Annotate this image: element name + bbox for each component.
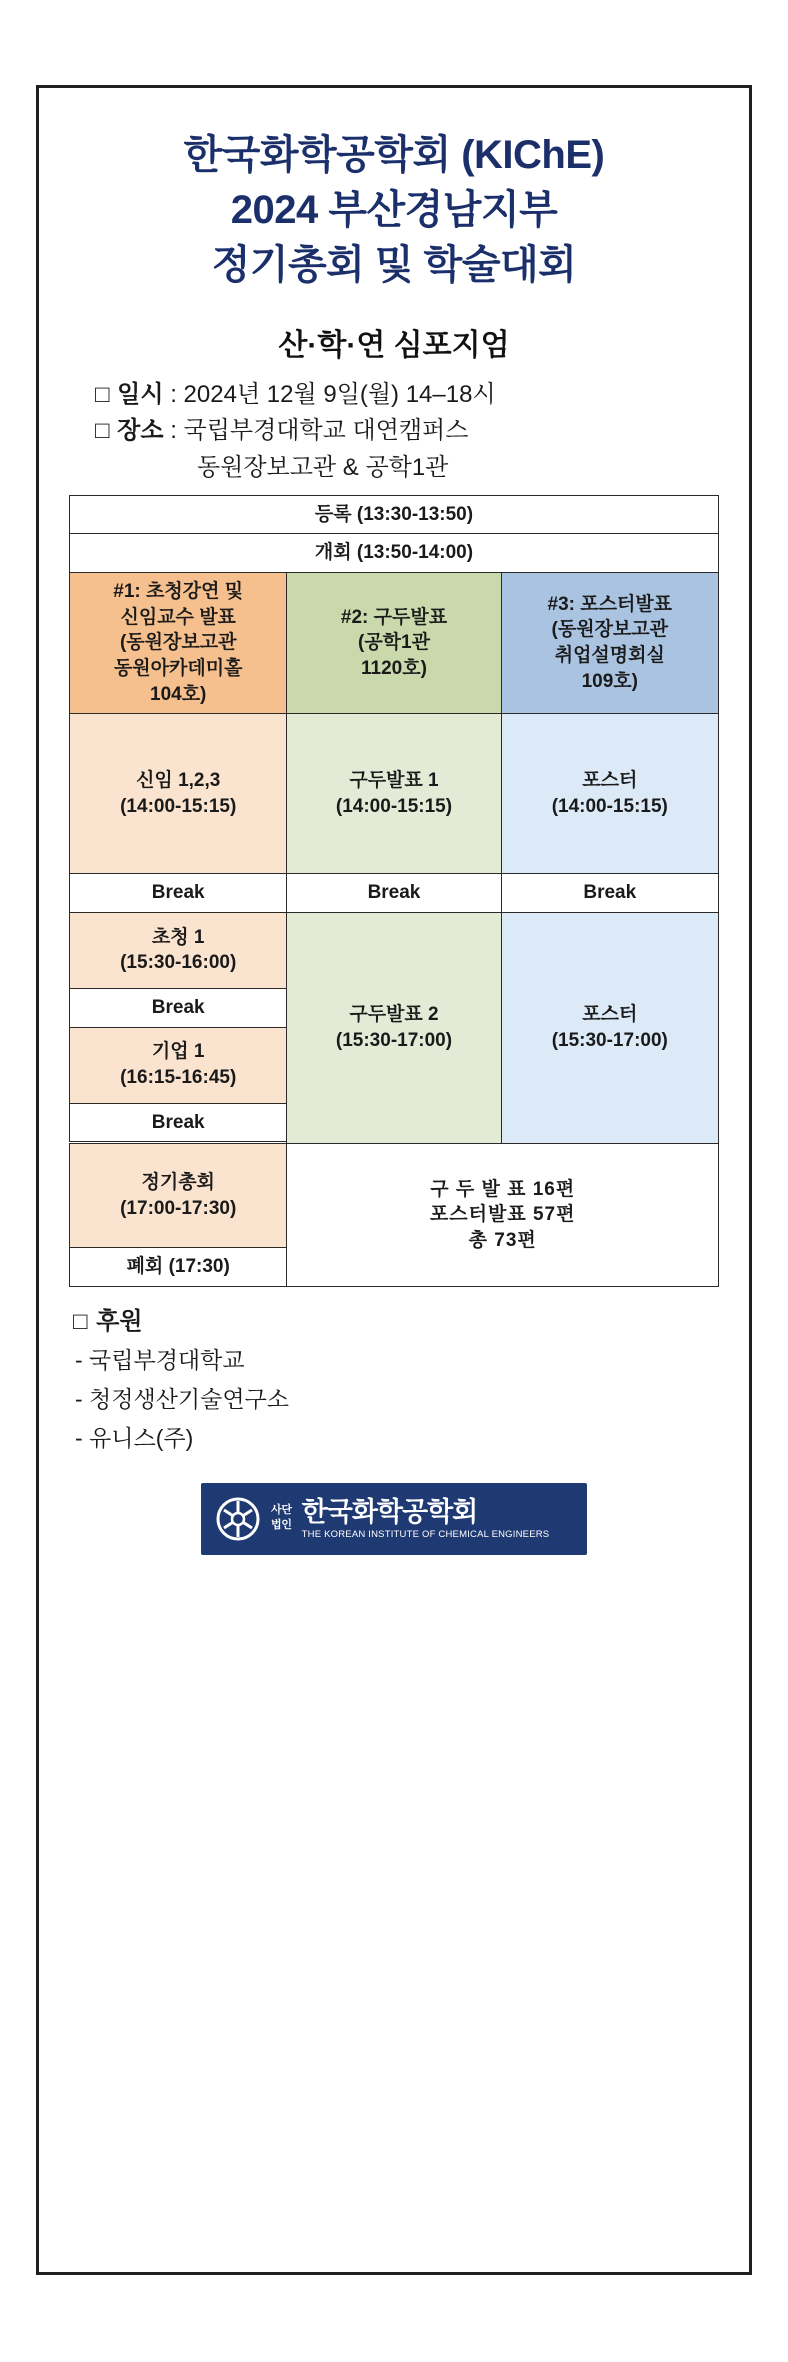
track-1-break-1: Break (70, 874, 287, 913)
list-item: - 청정생산기술연구소 (75, 1385, 290, 1412)
logo-wrap (69, 1483, 719, 1555)
totals-cell (287, 1144, 719, 1287)
place-value: : 국립부경대학교 대연캠퍼스 (170, 417, 469, 445)
title-line-2: 2024 부산경남지부 (230, 188, 558, 233)
list-item: - 유니스(주) (75, 1424, 194, 1451)
bullet-icon: □ (73, 1307, 90, 1335)
logo-main-text: 한국화학공학회 (301, 1496, 478, 1527)
kiche-logo (201, 1483, 587, 1555)
track-1-session-1: 신임 1,2,3 (14:00-15:15) (70, 714, 287, 874)
track-2-header: #2: 구두발표 (공학1관 1120호) (287, 573, 501, 714)
title-line-3: 정기총회 및 학술대회 (211, 243, 577, 288)
total-all: 총 73편 (468, 1229, 537, 1251)
track-3-session-2: 포스터 (15:30-17:00) (501, 912, 718, 1143)
table-row (70, 874, 719, 913)
track-1-session-3: 기업 1 (16:15-16:45) (70, 1027, 287, 1103)
subtitle: 산·학·연 심포지엄 (278, 328, 510, 362)
total-oral: 구 두 발 표 16편 (430, 1178, 576, 1200)
table-row (70, 573, 719, 714)
kiche-emblem-icon (215, 1494, 261, 1544)
track-2-session-2: 구두발표 2 (15:30-17:00) (287, 912, 501, 1143)
title-line-1: 한국화학공학회 (KIChE) (183, 133, 605, 177)
track-1-header: #1: 초청강연 및 신임교수 발표 (동원장보고관 동원아카데미홀 104호) (70, 573, 287, 714)
track-3-session-1: 포스터 (14:00-15:15) (501, 714, 718, 874)
track-3-break-1: Break (501, 874, 718, 913)
place-line (69, 414, 719, 449)
page-title (69, 128, 719, 294)
track-2-break-1: Break (287, 874, 501, 913)
bullet-icon: □ (95, 417, 111, 445)
track-1-break-3: Break (70, 1103, 287, 1142)
track-1-session-4: 정기총회 (17:00-17:30) (70, 1144, 287, 1248)
poster-content (39, 88, 749, 1575)
table-row (70, 912, 719, 988)
place-line-2: 동원장보고관 & 공학1관 (197, 454, 449, 482)
schedule-table (69, 495, 719, 1287)
registration-cell: 등록 (13:30-13:50) (70, 495, 719, 534)
table-row (70, 534, 719, 573)
sponsors-heading (69, 1301, 719, 1336)
track-3-header: #3: 포스터발표 (동원장보고관 취업설명회실 109호) (501, 573, 718, 714)
track-2-session-1: 구두발표 1 (14:00-15:15) (287, 714, 501, 874)
list-item: - 국립부경대학교 (75, 1346, 245, 1373)
poster-frame (36, 85, 752, 2275)
bullet-icon: □ (95, 380, 111, 408)
track-1-session-2: 초청 1 (15:30-16:00) (70, 912, 287, 988)
date-line (69, 378, 719, 413)
total-poster: 포스터발표 57편 (429, 1204, 576, 1226)
sponsors-heading-label: 후원 (96, 1307, 143, 1335)
closing-cell: 폐회 (17:30) (70, 1248, 287, 1287)
place-label: 장소 (117, 417, 164, 445)
logo-prefix: 사단 법인 (271, 1503, 292, 1531)
logo-text (301, 1496, 550, 1540)
logo-english-text: THE KOREAN INSTITUTE OF CHEMICAL ENGINEERS (301, 1528, 550, 1540)
date-label: 일시 (117, 380, 164, 408)
table-row (70, 495, 719, 534)
date-value: : 2024년 12월 9일(월) 14–18시 (170, 380, 496, 408)
table-row (70, 714, 719, 874)
table-row (70, 1144, 719, 1248)
track-1-break-2: Break (70, 988, 287, 1027)
opening-cell: 개회 (13:50-14:00) (70, 534, 719, 573)
